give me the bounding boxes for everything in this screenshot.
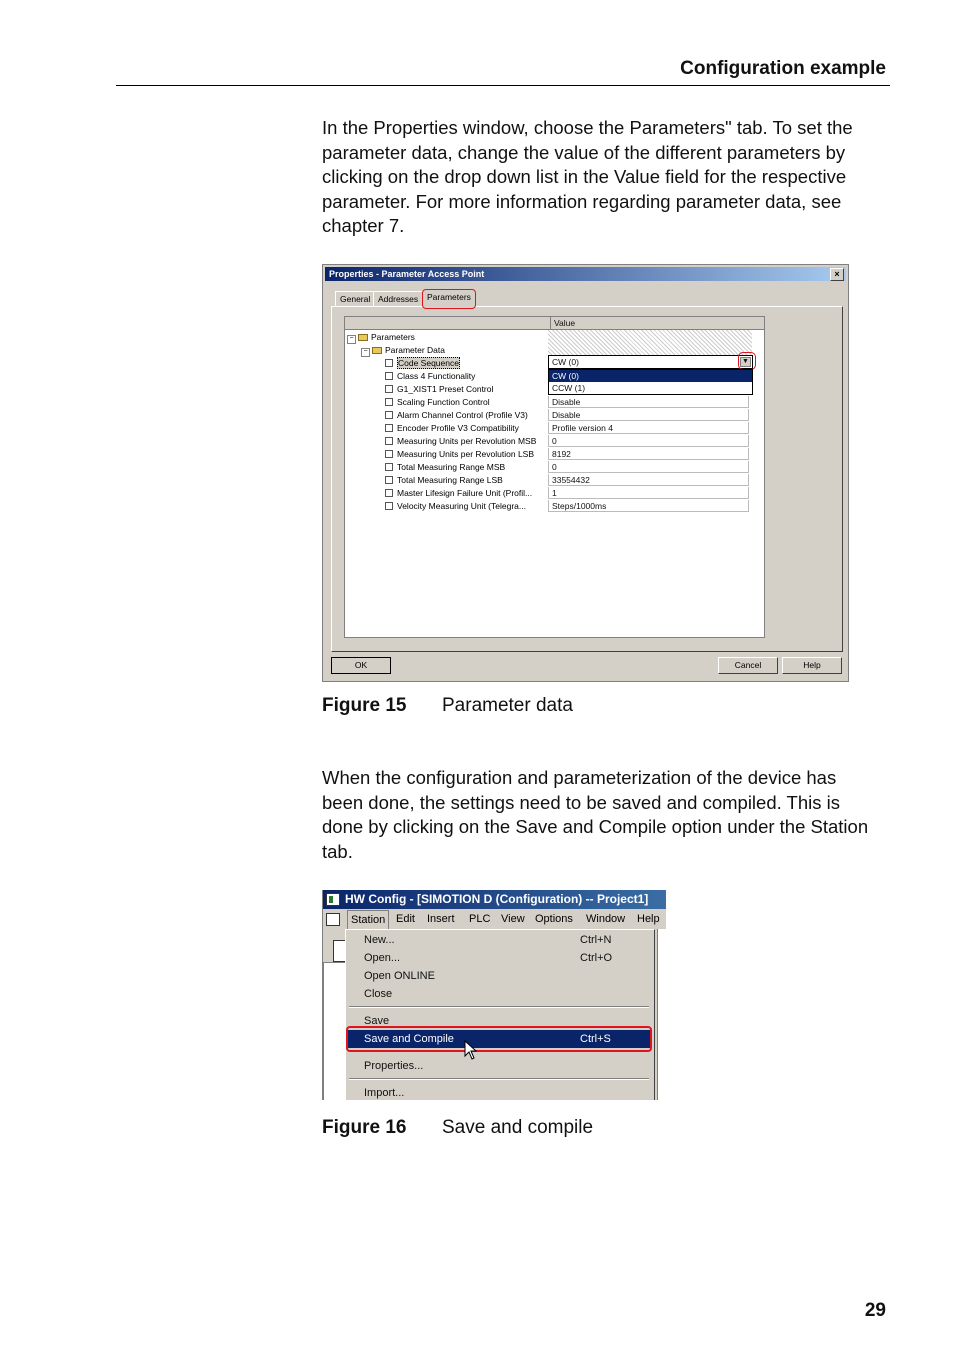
parameter-icon [385,502,393,510]
parameter-icon [385,476,393,484]
window-title-bar [323,890,666,909]
figure-16-caption [322,1117,593,1139]
help-button[interactable]: Help [782,657,842,674]
intro-paragraph: In the Properties window, choose the Parameters" tab. To set the parameter data, change the value of the different parameters by clicking on the drop down list in the Value field for the respective parameter. For more information regarding parameter data, see chapter 7. [322,117,853,236]
param-value[interactable]: Profile version 4 [548,422,749,434]
parameter-icon [385,463,393,471]
cancel-button[interactable]: Cancel [718,657,778,674]
parameter-icon [385,450,393,458]
parameter-icon [385,398,393,406]
ok-button[interactable]: OK [331,657,391,674]
toolbar-strip [657,929,666,1100]
param-name: Total Measuring Range LSB [397,475,503,485]
tree-item-parameters[interactable] [345,331,755,344]
menu-item-label: Open ONLINE [364,970,435,982]
window-title: HW Config - [SIMOTION D (Configuration) -- Project1] [345,892,649,906]
value-column-header[interactable]: Value [550,317,765,329]
param-value[interactable]: Disable [548,409,749,421]
param-name: Scaling Function Control [397,397,490,407]
folder-icon [358,334,368,341]
param-name: Total Measuring Range MSB [397,462,506,472]
menu-item-open-online[interactable] [348,967,650,985]
param-row[interactable] [345,435,755,448]
param-name: Velocity Measuring Unit (Telegra... [397,501,526,511]
menu-item-label: Save and Compile [364,1033,454,1045]
mouse-cursor-icon [464,1040,478,1060]
close-icon[interactable]: × [830,268,844,281]
figure-15-caption [322,695,573,717]
menu-insert[interactable]: Insert [427,913,455,925]
combo-value: CW (0) [552,357,579,367]
tab-parameters[interactable]: Parameters [422,289,476,309]
properties-dialog [322,264,849,682]
menu-item-label: Close [364,988,393,1000]
collapse-icon[interactable]: − [347,335,356,344]
param-row[interactable] [345,409,755,422]
collapse-icon[interactable]: − [361,348,370,357]
param-row[interactable] [345,487,755,500]
menu-item-import[interactable] [348,1084,650,1100]
param-name: Measuring Units per Revolution LSB [397,449,535,459]
tab-addresses[interactable]: Addresses [373,291,423,307]
menu-options[interactable]: Options [535,913,573,925]
station-menu [345,929,655,1100]
param-row[interactable] [345,422,755,435]
param-name: Encoder Profile V3 Compatibility [397,423,519,433]
param-row[interactable] [345,396,755,409]
menu-item-label: Import... [364,1087,405,1099]
param-name: Class 4 Functionality [397,371,476,381]
tree-label: Parameter Data [385,345,445,355]
highlight-ring [738,352,756,370]
param-row[interactable] [345,500,755,513]
menu-window[interactable]: Window [586,913,626,925]
menu-item-label: New... [364,934,395,946]
parameter-icon [385,385,393,393]
figure-number: Figure 16 [322,1117,407,1138]
figure-caption: Save and compile [442,1117,594,1138]
menu-item-new[interactable] [348,931,650,949]
param-name: Measuring Units per Revolution MSB [397,436,537,446]
menu-plc[interactable]: PLC [469,913,491,925]
menu-item-shortcut: Ctrl+N [580,934,612,946]
param-value[interactable]: 1 [548,487,749,499]
menu-separator [349,1006,649,1008]
parameter-icon [385,424,393,432]
param-row[interactable] [345,448,755,461]
app-icon [326,893,340,906]
dropdown-option-cw[interactable]: CW (0) [549,370,752,382]
parameter-icon [385,489,393,497]
dropdown-option-ccw[interactable]: CCW (1) [552,383,586,393]
folder-icon [372,347,382,354]
param-name: Master Lifesign Failure Unit (Profil... [397,488,533,498]
figure-caption: Parameter data [442,695,573,716]
param-value[interactable]: 8192 [548,448,749,460]
grid-header [345,317,764,330]
hw-config-window [322,890,666,1100]
tab-general[interactable]: General [335,291,375,307]
code-sequence-combo[interactable] [548,355,753,369]
menu-item-open[interactable] [348,949,650,967]
param-value[interactable]: 0 [548,461,749,473]
param-name: Code Sequence [398,358,459,368]
parameter-icon [385,359,393,367]
menu-item-properties[interactable] [348,1057,650,1075]
menu-view[interactable]: View [501,913,525,925]
save-compile-paragraph: When the configuration and parameterization of the device has been done, the settings need to be saved and compiled. This is done by clicking on the Save and Compile option under the Station tab. [322,767,869,862]
tree-label: Parameters [371,332,415,342]
param-value[interactable]: 0 [548,435,749,447]
menu-item-shortcut: Ctrl+O [580,952,613,964]
menu-item-close[interactable] [348,985,650,1003]
dialog-title-bar [325,267,846,281]
menu-item-label: Open... [364,952,401,964]
chevron-down-icon[interactable]: ▼ [740,357,751,367]
highlight-ring [346,1026,652,1052]
param-row[interactable] [345,474,755,487]
parameter-icon [385,372,393,380]
parameter-icon [385,411,393,419]
menu-item-label: Save [364,1015,390,1027]
header-rule [116,85,890,86]
menu-station[interactable]: Station [347,910,389,930]
param-value[interactable]: 33554432 [548,474,749,486]
header-title: Configuration example [680,58,886,79]
menu-edit[interactable]: Edit [396,913,415,925]
param-name: G1_XIST1 Preset Control [397,384,494,394]
menu-separator [349,1078,649,1080]
param-row[interactable] [345,461,755,474]
menu-item-shortcut: Ctrl+S [580,1033,611,1045]
menu-help[interactable]: Help [637,913,660,925]
document-icon [326,913,340,926]
parameter-icon [385,437,393,445]
figure-number: Figure 15 [322,695,407,716]
param-value[interactable]: Steps/1000ms [548,500,749,512]
dialog-title: Properties - Parameter Access Point [329,269,485,279]
menu-item-label: Properties... [364,1060,424,1072]
param-value[interactable]: Disable [548,396,749,408]
page-number: 29 [864,1300,886,1321]
menu-bar [323,909,666,929]
param-name: Alarm Channel Control (Profile V3) [397,410,528,420]
code-sequence-dropdown [548,369,753,395]
